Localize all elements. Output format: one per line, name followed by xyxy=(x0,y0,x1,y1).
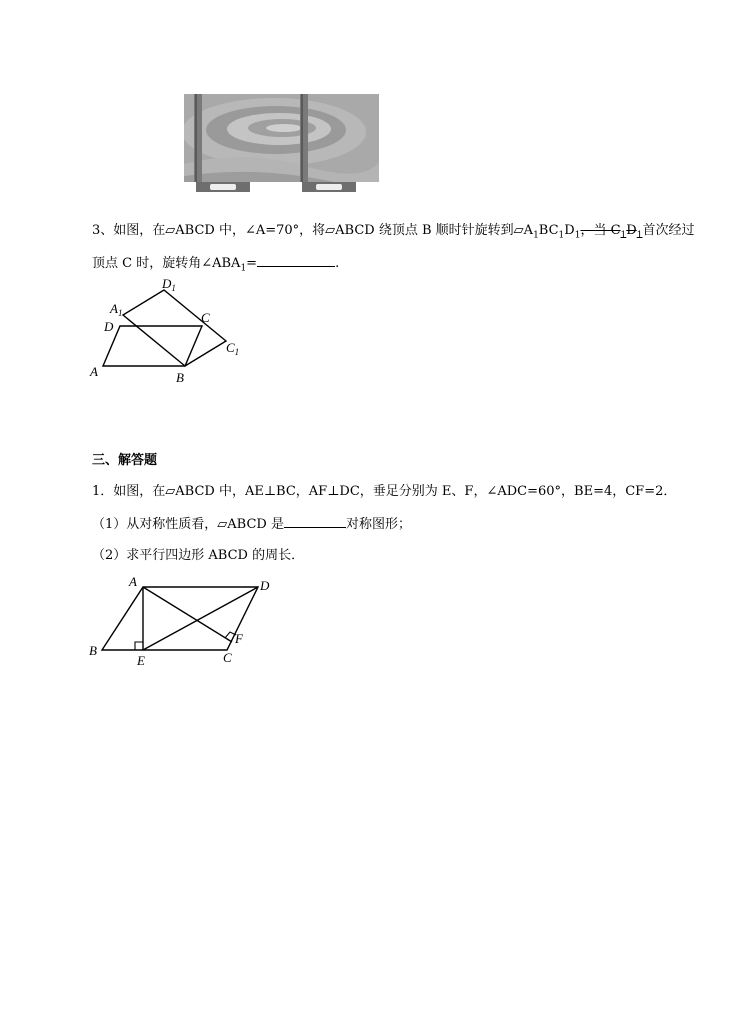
q3-text-c1: ，当 C xyxy=(580,223,621,238)
label-c1: $C_1$ xyxy=(226,340,240,357)
q3-rotation-figure xyxy=(84,270,254,390)
q3-strike-text xyxy=(580,223,643,241)
q3-text-eq: = xyxy=(246,256,258,271)
q3-line1 xyxy=(92,221,694,246)
label-a-q1: A xyxy=(129,574,137,589)
q1-parallelogram-figure xyxy=(86,574,276,670)
label-b: B xyxy=(176,370,184,385)
ruler-photo xyxy=(184,94,379,194)
label-a: A xyxy=(90,364,98,379)
q1-answer-blank[interactable] xyxy=(284,513,346,528)
label-e-q1: E xyxy=(137,653,145,668)
q3-text-bc: BC xyxy=(538,223,559,238)
q3-sub-c1: 1 xyxy=(558,230,565,241)
parallelogram-abcd xyxy=(103,326,202,366)
q1-part2: （2）求平行四边形 ABCD 的周长． xyxy=(92,548,305,563)
q3-sub-a1: 1 xyxy=(533,230,539,241)
q3-sub-a1c: 1 xyxy=(240,263,247,274)
altitude-af xyxy=(143,587,232,642)
label-d-q1: D xyxy=(260,578,270,593)
q1-part1 xyxy=(92,513,411,535)
parallelogram-a1bc1d1 xyxy=(123,290,226,366)
q3-text-end: 首次经过 xyxy=(642,223,695,238)
q3-text-d: D xyxy=(564,223,575,238)
label-c-q1: C xyxy=(223,650,232,665)
q1-part1-text: （1）从对称性质看，▱ABCD 是 xyxy=(92,517,284,532)
q1-part1-end: 对称图形； xyxy=(345,517,411,532)
q3-text-period: . xyxy=(335,256,340,271)
right-angle-e xyxy=(135,642,143,650)
label-b-q1: B xyxy=(89,643,97,658)
label-f-q1: F xyxy=(235,631,243,646)
q1-stem: 1．如图，在▱ABCD 中，AE⊥BC，AF⊥DC，垂足分别为 E、F，∠ADC=60°，BE=4，CF=2． xyxy=(92,484,677,499)
q3-sub-d1b: 1 xyxy=(636,230,643,241)
q3-sub-c1b: 1 xyxy=(620,230,627,241)
label-c: C xyxy=(201,310,210,325)
section-heading: 三、解答题 xyxy=(92,453,158,468)
label-a1: $A_1$ xyxy=(110,301,123,318)
q3-text-a: 3、如图，在▱ABCD 中，∠A=70°，将▱ABCD 绕顶点 B 顺时针旋转到▱A xyxy=(92,223,534,238)
q3-text-angle: 顶点 C 时，旋转角∠ABA xyxy=(92,256,241,271)
label-d1: $D_1$ xyxy=(162,276,176,293)
label-d: D xyxy=(104,319,114,334)
q3-text-d1: D xyxy=(626,223,637,238)
q3-sub-d1: 1 xyxy=(574,230,581,241)
q3-answer-blank[interactable] xyxy=(257,252,335,267)
